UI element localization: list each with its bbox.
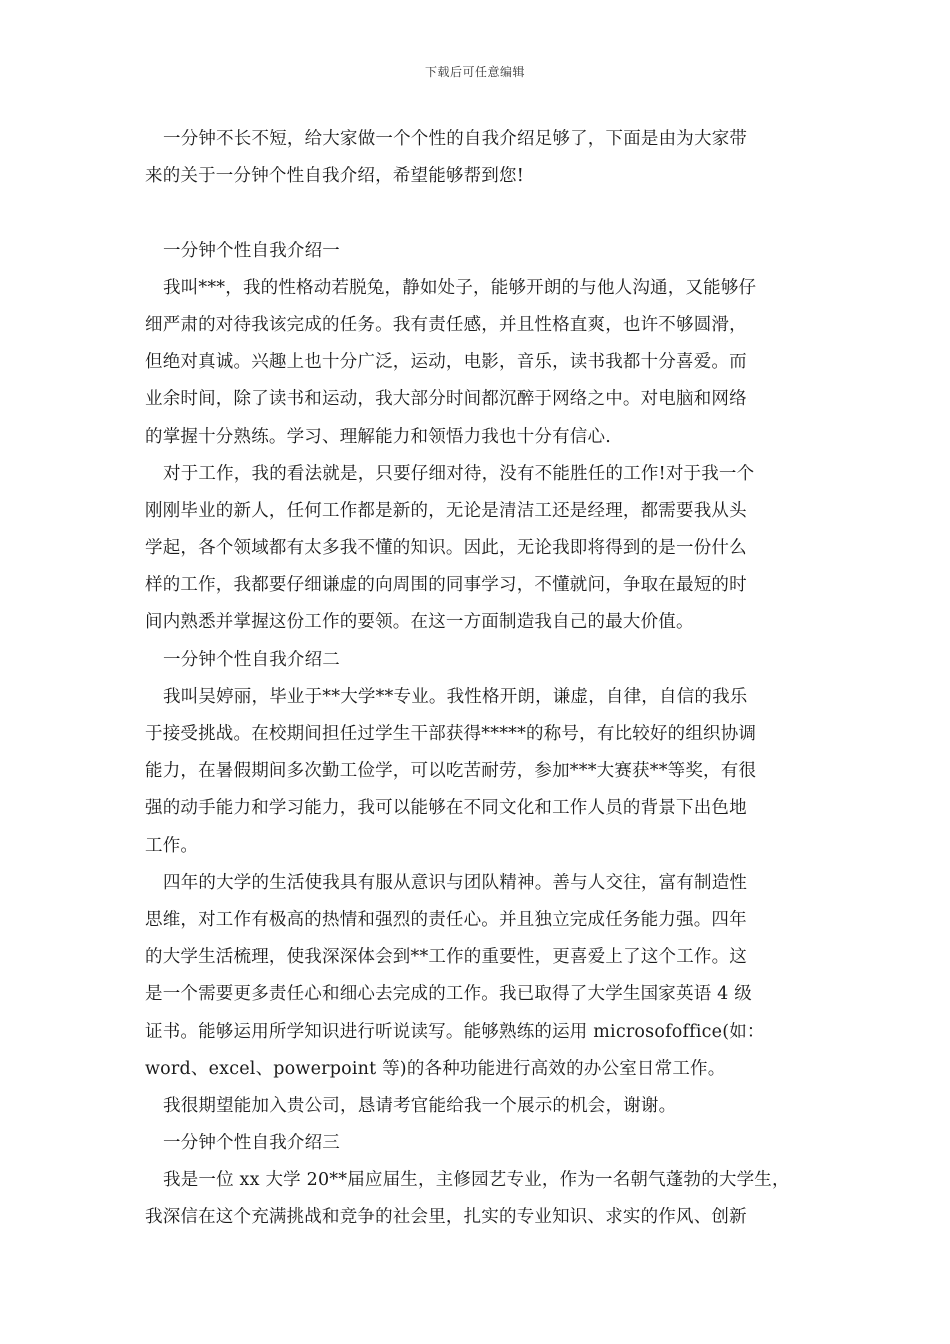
paragraph-first-line: 我很期望能加入贵公司，恳请考官能给我一个展示的机会，谢谢。 xyxy=(163,1095,677,1116)
document-body xyxy=(145,121,817,1237)
paragraph-line: 的大学生活梳理，使我深深体会到**工作的重要性，更喜爱上了这个工作。这 xyxy=(145,947,747,968)
paragraph-line: 于接受挑战。在校期间担任过学生干部获得*****的称号，有比较好的组织协调 xyxy=(145,724,757,744)
paragraph-line: word、excel、powerpoint 等)的各种功能进行高效的办公室日常工作。 xyxy=(145,1058,726,1079)
paragraph-first-line: 对于工作，我的看法就是，只要仔细对待，没有不能胜任的工作!对于我一个 xyxy=(163,463,755,484)
paragraph-line: 样的工作，我都要仔细谦虚的向周围的同事学习，不懂就问，争取在最短的时 xyxy=(145,575,747,596)
blank-line xyxy=(145,195,817,232)
paragraph-line: 是一个需要更多责任心和细心去完成的工作。我已取得了大学生国家英语 4 级 xyxy=(145,984,752,1005)
paragraph-line: 工作。 xyxy=(145,835,199,856)
paragraph-line: 我深信在这个充满挑战和竞争的社会里，扎实的专业知识、求实的作风、创新 xyxy=(145,1207,747,1228)
paragraph-first-line: 我叫***，我的性格动若脱兔，静如处子，能够开朗的与他人沟通，又能够仔 xyxy=(163,277,757,298)
paragraph-line: 能力，在暑假期间多次勤工俭学，可以吃苦耐劳，参加***大赛获**等奖，有很 xyxy=(145,761,757,782)
paragraph-line: 业余时间，除了读书和运动，我大部分时间都沉醉于网络之中。对电脑和网络 xyxy=(145,389,747,410)
paragraph-first-line: 四年的大学的生活使我具有服从意识与团队精神。善与人交往，富有制造性 xyxy=(163,872,748,893)
paragraph-line: 来的关于一分钟个性自我介绍，希望能够帮到您! xyxy=(145,166,524,187)
paragraph-first-line: 一分钟个性自我介绍三 xyxy=(163,1133,340,1154)
paragraph-first-line: 我是一位 xx 大学 20**届应届生，主修园艺专业，作为一名朝气蓬勃的大学生， xyxy=(163,1170,790,1191)
paragraph-line: 证书。能够运用所学知识进行听说读写。能够熟练的运用 microsofoffice(如： xyxy=(145,1021,765,1042)
paragraph-line: 学起，各个领域都有太多我不懂的知识。因此，无论我即将得到的是一份什么 xyxy=(145,538,747,559)
paragraph-line: 但绝对真诚。兴趣上也十分广泛，运动，电影，音乐，读书我都十分喜爱。而 xyxy=(145,352,747,373)
paragraph-line: 刚刚毕业的新人，任何工作都是新的，无论是清洁工还是经理，都需要我从头 xyxy=(145,500,747,521)
paragraph-line: 思维，对工作有极高的热情和强烈的责任心。并且独立完成任务能力强。四年 xyxy=(145,909,747,930)
paragraph-first-line: 我叫吴婷丽，毕业于**大学**专业。我性格开朗，谦虚，自律，自信的我乐 xyxy=(163,686,748,707)
paragraph-first-line: 一分钟不长不短，给大家做一个个性的自我介绍足够了，下面是由为大家带 xyxy=(163,129,748,149)
paragraph-line: 强的动手能力和学习能力，我可以能够在不同文化和工作人员的背景下出色地 xyxy=(145,798,747,819)
paragraph-first-line: 一分钟个性自我介绍一 xyxy=(163,240,340,261)
paragraph-line: 细严肃的对待我该完成的任务。我有责任感，并且性格直爽，也许不够圆滑， xyxy=(145,314,747,335)
paragraph-line: 间内熟悉并掌握这份工作的要领。在这一方面制造我自己的最大价值。 xyxy=(145,612,694,633)
page-header: 下载后可任意编辑 xyxy=(424,65,525,79)
paragraph-line: 的掌握十分熟练。学习、理解能力和领悟力我也十分有信心. xyxy=(145,426,611,447)
paragraph-first-line: 一分钟个性自我介绍二 xyxy=(163,649,340,670)
